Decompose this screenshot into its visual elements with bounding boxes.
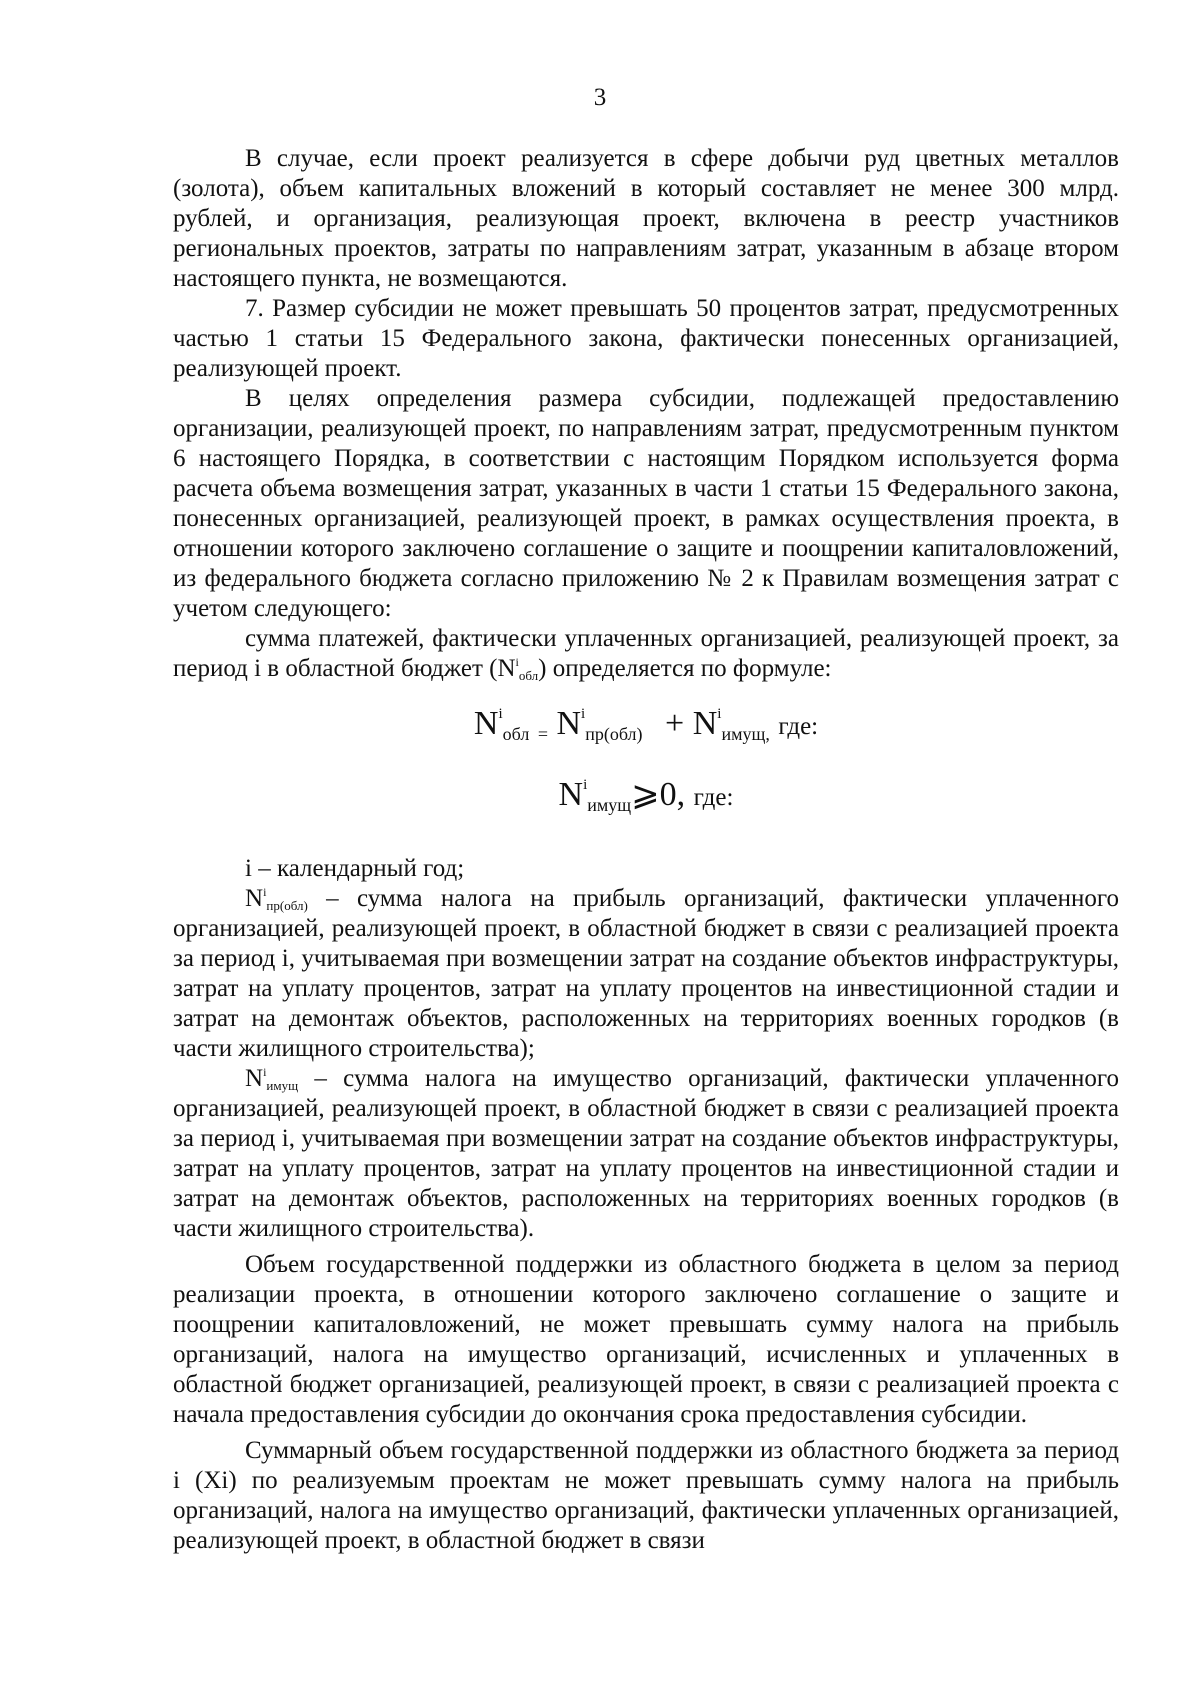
paragraph: В случае, если проект реализуется в сфере добычи руд цветных металлов (золота), объем капитальных вложений в который составляет не менее 300 млрд. рублей, и организация, реализующая проект, включена в реестр участников региональных проектов, затраты по направлениям затрат, указанным в абзаце втором настоящего пункта, не возмещаются. <box>173 145 1119 292</box>
formula-t2-base: N <box>692 705 718 742</box>
def-ni-base: N <box>245 1065 264 1092</box>
def-ni-sub: имущ <box>266 1078 299 1093</box>
def-ni-sup: i <box>263 1065 267 1079</box>
formula2-where: где: <box>693 784 734 811</box>
formula2-relation: ⩾0, <box>631 776 686 813</box>
formula-plus: + <box>665 705 685 742</box>
definition-profit-tax <box>173 884 1119 1064</box>
formula-t1-sub: пр(обл) <box>585 724 643 744</box>
formula-where: где: <box>778 713 819 740</box>
def-np-sup: i <box>263 885 267 899</box>
formula2-sub: имущ <box>587 795 632 815</box>
definition-i: i – календарный год; <box>245 855 465 882</box>
document-body <box>173 144 1119 1556</box>
sum-text-before: сумма платежей, фактически уплаченных организацией, реализующей проект, за период i в областной бюджет (N <box>173 625 1119 682</box>
formula-t2-sup: i <box>717 706 722 722</box>
paragraph: В целях определения размера субсидии, подлежащей предоставлению организации, реализующей проект, по направлениям затрат, предусмотренным пунктом 6 настоящего Порядка, в соответствии с настоящим Порядком используется форма расчета объема возмещения затрат, указанных в части 1 статьи 15 Федерального закона, понесенных организацией, реализующей проект, в рамках осуществления проекта, в отношении которого заключено соглашение о защите и поощрении капиталовложений, из федерального бюджета согласно приложению № 2 к Правилам возмещения затрат с учетом следующего: <box>173 385 1119 622</box>
paragraph: 7. Размер субсидии не может превышать 50 процентов затрат, предусмотренных частью 1 статьи 15 Федерального закона, фактически понесенных организацией, реализующей проект. <box>173 295 1119 382</box>
definition-property-tax <box>173 1064 1119 1244</box>
sum-text-after: ) определяется по формуле: <box>538 655 832 682</box>
page-number: 3 <box>593 84 607 111</box>
def-np-sub: пр(обл) <box>266 898 308 913</box>
formula-t2-sub: имущ, <box>721 724 770 744</box>
sum-sub: обл <box>518 668 539 683</box>
def-np-text: – сумма налога на прибыль организаций, фактически уплаченного организацией, реализующей проект, в областной бюджет в связи с реализацией проекта за период i, учитываемая при возмещении затрат на создание объектов инфраструктуры, затрат на уплату процентов, затрат на уплату процентов на инвестиционной стадии и затрат на демонтаж объектов, расположенных на территориях военных городков (в части жилищного строительства); <box>173 885 1119 1062</box>
sum-sup: i <box>515 655 519 669</box>
formula-lhs-base: N <box>473 705 499 742</box>
def-np-base: N <box>245 885 264 912</box>
formula-main <box>173 704 1119 747</box>
formula-equals: = <box>537 724 548 744</box>
paragraph: Суммарный объем государственной поддержки из областного бюджета за период i (Xi) по реализуемым проектам не может превышать сумму налога на прибыль организаций, налога на имущество организаций, фактически уплаченных организацией, реализующей проект, в областной бюджет в связи <box>173 1437 1119 1554</box>
formula-t1-sup: i <box>581 706 586 722</box>
def-ni-text: – сумма налога на имущество организаций, фактически уплаченного организацией, реализующей проект, в областной бюджет в связи с реализацией проекта за период i, учитываемая при возмещении затрат на создание объектов инфраструктуры, затрат на уплату процентов, затрат на уплату процентов на инвестиционной стадии и затрат на демонтаж объектов, расположенных на территориях военных городков (в части жилищного строительства). <box>173 1065 1119 1242</box>
formula-lhs-sub: обл <box>502 724 530 744</box>
paragraph: Объем государственной поддержки из областного бюджета в целом за период реализации проекта, в отношении которого заключено соглашение о защите и поощрении капиталовложений, не может превышать сумму налога на прибыль организаций, налога на имущество организаций, исчисленных и уплаченных в областной бюджет организацией, реализующей проект, в связи с реализацией проекта с начала предоставления субсидии до окончания срока предоставления субсидии. <box>173 1251 1119 1428</box>
formula2-base: N <box>558 776 584 813</box>
formula-condition <box>173 775 1119 818</box>
formula-lhs-sup: i <box>498 706 503 722</box>
formula-t1-base: N <box>556 705 582 742</box>
sum-paragraph <box>173 624 1119 684</box>
formula2-sup: i <box>583 777 588 793</box>
